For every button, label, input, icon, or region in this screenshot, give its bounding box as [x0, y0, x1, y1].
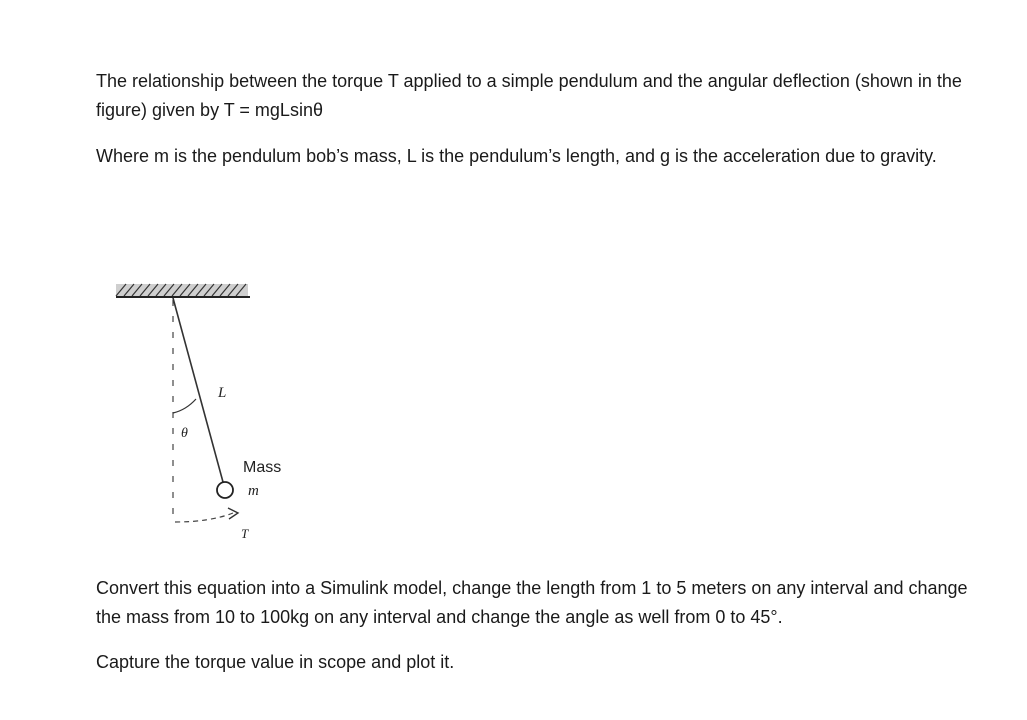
angle-label: θ — [181, 426, 188, 441]
torque-arc — [175, 513, 233, 522]
task-paragraph: Convert this equation into a Simulink model, change the length from 1 to 5 meters on any interval and change the mass from 10 to 100kg on any interval and change the angle as well from 0 to 45°. — [96, 578, 968, 627]
pendulum-rod — [173, 298, 223, 482]
angle-arc — [173, 399, 196, 413]
mass-label: Mass — [243, 459, 282, 476]
pendulum-figure — [100, 270, 340, 560]
intro-paragraph: The relationship between the torque T applied to a simple pendulum and the angular deflection (shown in the figure) given by T = mgLsinθ — [96, 71, 962, 120]
length-label: L — [218, 385, 227, 401]
definitions-paragraph: Where m is the pendulum bob’s mass, L is the pendulum’s length, and g is the acceleration due to gravity. — [96, 146, 937, 166]
pendulum-diagram — [100, 270, 340, 560]
scope-paragraph: Capture the torque value in scope and plot it. — [96, 652, 455, 672]
pendulum-bob — [217, 482, 233, 498]
torque-label: T — [241, 526, 249, 541]
mass-symbol: m — [248, 483, 259, 499]
